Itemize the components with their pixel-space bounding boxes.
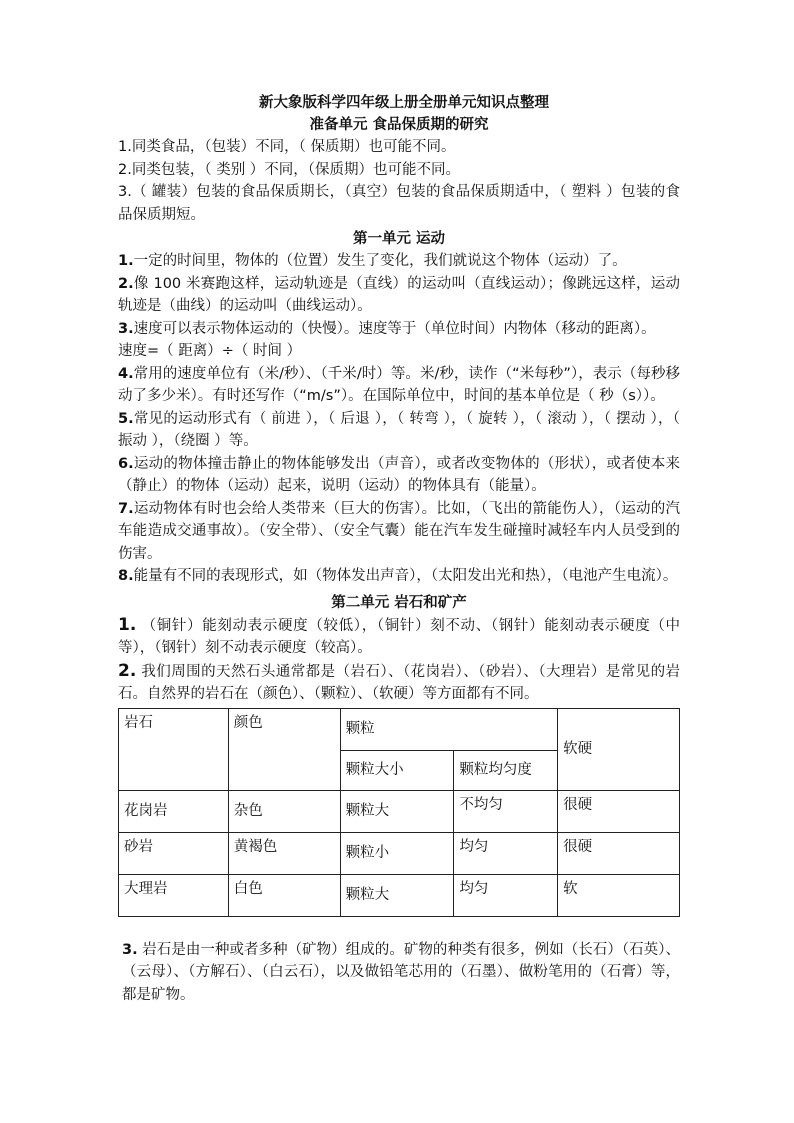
cell-rock: 大理岩 bbox=[119, 874, 229, 916]
unit1-item: 6.运动的物体撞击静止的物体能够发出（声音），或者改变物体的（形状），或者使本来（静止）的物体（运动）起来，说明（运动）的物体具有（能量）。 bbox=[118, 455, 680, 494]
prep-item: 3.（ 罐装）包装的食品保质期长，（真空）包装的食品保质期适中，（ 塑料 ）包装的食品保质期短。 bbox=[118, 184, 680, 223]
table-row bbox=[119, 832, 680, 874]
document-page bbox=[118, 92, 680, 1006]
header-grain-evenness: 颗粒均匀度 bbox=[454, 750, 558, 790]
document-title: 新大象版科学四年级上册全册单元知识点整理 bbox=[259, 95, 549, 111]
cell-color: 杂色 bbox=[228, 790, 340, 832]
header-color: 颜色 bbox=[228, 708, 340, 790]
cell-size: 颗粒大 bbox=[340, 874, 454, 916]
cell-color: 白色 bbox=[228, 874, 340, 916]
unit2-item: 3. 岩石是由一种或者多种（矿物）组成的。矿物的种类有很多，例如（长石）（石英）、（云母）、（方解石）、（白云石），以及做铅笔芯用的（石墨）、做粉笔用的（石膏）等，都是矿物。 bbox=[122, 941, 680, 1003]
unit1-item: 8.能量有不同的表现形式，如（物体发出声音），（太阳发出光和热），（电池产生电流）。 bbox=[118, 568, 678, 584]
cell-hardness: 很硬 bbox=[558, 790, 680, 832]
unit1-item: 4.常用的速度单位有（米/秒）、（千米/时）等。米/秒，读作（“米每秒”），表示（每秒移动了多少米）。有时还写作（“m/s”）。在国际单位中，时间的基本单位是（ 秒（s））。 bbox=[118, 365, 680, 404]
cell-size: 颗粒大 bbox=[340, 790, 454, 832]
header-grain-size: 颗粒大小 bbox=[340, 750, 454, 790]
unit1-item: 2.像 100 米赛跑这样，运动轨迹是（直线）的运动叫（直线运动）；像跳远这样，运动轨迹是（曲线）的运动叫（曲线运动）。 bbox=[118, 275, 680, 314]
rock-table bbox=[118, 708, 680, 917]
table-row bbox=[119, 874, 680, 916]
unit1-formula: 速度=（ 距离）÷（ 时间 ） bbox=[118, 343, 302, 359]
unit2-item: 1. （铜针）能刻动表示硬度（较低），（铜针）刻不动、（钢针）能刻动表示硬度（中等），（钢针）刻不动表示硬度（较高）。 bbox=[118, 614, 681, 656]
prep-item: 2.同类包装，（ 类别 ）不同，（保质期）也可能不同。 bbox=[118, 161, 461, 178]
unit1-item: 3.速度可以表示物体运动的（快慢）。速度等于（单位时间）内物体（移动的距离）。 bbox=[118, 320, 656, 337]
cell-rock: 砂岩 bbox=[119, 832, 229, 874]
unit1-item: 1.一定的时间里，物体的（位置）发生了变化，我们就说这个物体（运动）了。 bbox=[118, 253, 627, 269]
unit1-heading: 第一单元 运动 bbox=[352, 231, 446, 247]
cell-size: 颗粒小 bbox=[340, 832, 454, 874]
prep-item: 1.同类食品，（包装）不同，（ 保质期）也可能不同。 bbox=[118, 139, 456, 155]
table-row bbox=[119, 790, 680, 832]
unit1-item: 5.常见的运动形式有（ 前进 ），（ 后退 ），（ 转弯 ），（ 旋转 ），（ 滚动 ），（ 摆动 ），（ 振动 ），（绕圈 ）等。 bbox=[118, 410, 680, 449]
cell-evenness: 均匀 bbox=[454, 874, 558, 916]
header-rock: 岩石 bbox=[119, 708, 229, 790]
cell-color: 黄褐色 bbox=[228, 832, 340, 874]
unit2-heading: 第二单元 岩石和矿产 bbox=[331, 594, 467, 611]
unit1-item: 7.运动物体有时也会给人类带来（巨大的伤害）。比如，（飞出的箭能伤人），（运动的汽车能造成交通事故）。（安全带）、（安全气囊）能在汽车发生碰撞时减轻车内人员受到的伤害。 bbox=[118, 500, 680, 562]
cell-hardness: 很硬 bbox=[558, 832, 680, 874]
header-hardness: 软硬 bbox=[558, 708, 680, 790]
cell-evenness: 均匀 bbox=[454, 832, 558, 874]
unit2-item: 2. 我们周围的天然石头通常都是（岩石）、（花岗岩）、（砂岩）、（大理岩）是常见的岩石。自然界的岩石在（颜色）、（颗粒）、（软硬）等方面都有不同。 bbox=[118, 660, 681, 702]
header-grain: 颗粒 bbox=[340, 708, 558, 750]
cell-hardness: 软 bbox=[558, 874, 680, 916]
cell-evenness: 不均匀 bbox=[454, 790, 558, 832]
prep-unit-heading: 准备单元 食品保质期的研究 bbox=[309, 117, 489, 133]
cell-rock: 花岗岩 bbox=[119, 790, 229, 832]
